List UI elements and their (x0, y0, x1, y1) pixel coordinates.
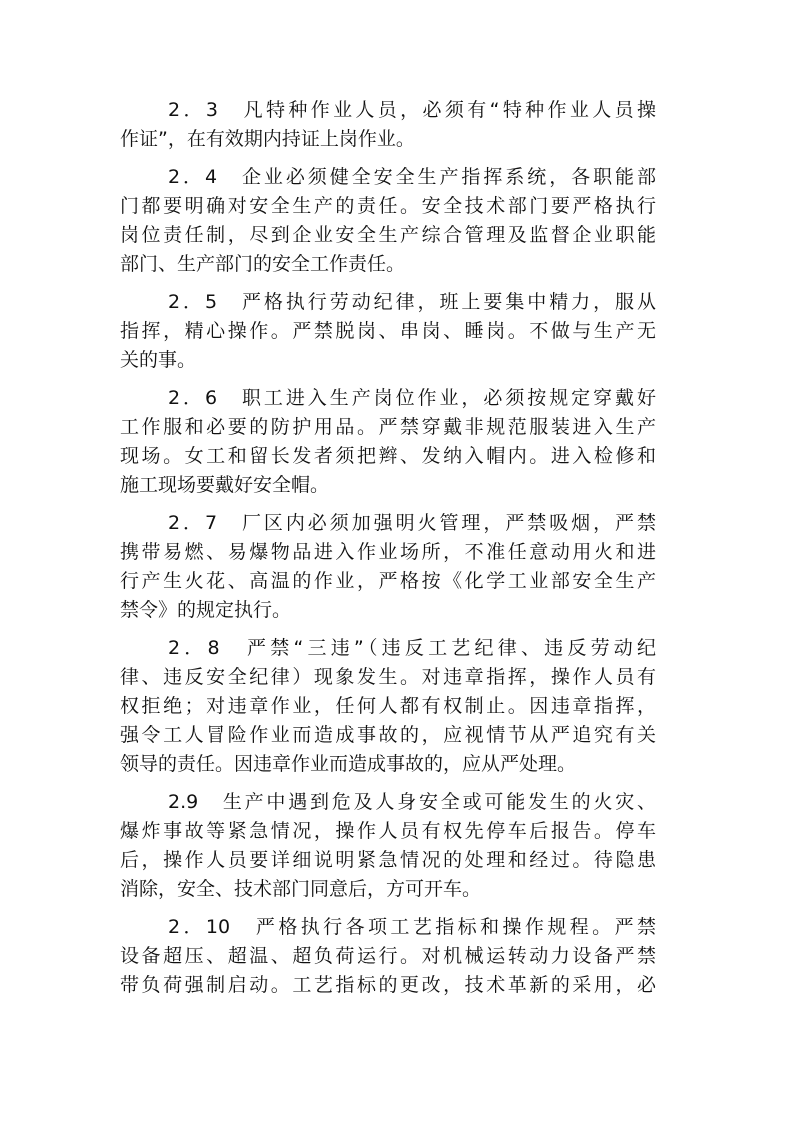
text-line: 领导的责任。因违章作业而造成事故的，应从严处理。 (120, 753, 577, 775)
text-line: 指挥，精心操作。严禁脱岗、串岗、睡岗。不做与生产无 (120, 320, 656, 342)
document-page (120, 96, 656, 1009)
text-line: 禁令》的规定执行。 (120, 599, 292, 621)
paragraph (120, 913, 656, 1000)
text-line: 后，操作人员要详细说明紧急情况的处理和经过。待隐患 (120, 849, 656, 871)
paragraph (120, 96, 656, 154)
text-line: 消除，安全、技术部门同意后，方可开车。 (120, 878, 482, 900)
paragraph (120, 788, 656, 904)
text-line: 岗位责任制，尽到企业安全生产综合管理及监督企业职能 (120, 224, 656, 246)
text-line: 门都要明确对安全生产的责任。安全技术部门要严格执行 (120, 195, 656, 217)
text-line: 2．8 严禁“三违”（违反工艺纪律、违反劳动纪 (168, 637, 656, 659)
text-line: 部门、生产部门的安全工作责任。 (120, 253, 406, 275)
text-line: 带负荷强制启动。工艺指标的更改，技术革新的采用，必 (120, 974, 656, 996)
paragraph (120, 163, 656, 279)
paragraph (120, 288, 656, 375)
text-line: 现场。女工和留长发者须把辫、发纳入帽内。进入检修和 (120, 445, 656, 467)
paragraph (120, 509, 656, 625)
text-line: 强令工人冒险作业而造成事故的，应视情节从严追究有关 (120, 724, 656, 746)
text-line: 携带易燃、易爆物品进入作业场所，不准任意动用火和进 (120, 541, 656, 563)
text-line: 2．10 严格执行各项工艺指标和操作规程。严禁 (168, 916, 656, 938)
text-line: 作证”，在有效期内持证上岗作业。 (120, 128, 415, 150)
text-line: 工作服和必要的防护用品。严禁穿戴非规范服装进入生产 (120, 416, 656, 438)
text-line: 2．3 凡特种作业人员，必须有“特种作业人员操 (168, 99, 656, 121)
paragraph (120, 384, 656, 500)
paragraph (120, 634, 656, 779)
text-line: 权拒绝；对违章作业，任何人都有权制止。因违章指挥， (120, 695, 656, 717)
text-line: 2．5 严格执行劳动纪律，班上要集中精力，服从 (168, 291, 656, 313)
text-line: 施工现场要戴好安全帽。 (120, 474, 330, 496)
text-line: 2．7 厂区内必须加强明火管理，严禁吸烟，严禁 (168, 512, 656, 534)
text-line: 律、违反安全纪律）现象发生。对违章指挥，操作人员有 (120, 666, 656, 688)
text-line: 2.9 生产中遇到危及人身安全或可能发生的火灾、 (168, 791, 656, 813)
text-line: 2．6 职工进入生产岗位作业，必须按规定穿戴好 (168, 387, 656, 409)
text-line: 关的事。 (120, 349, 197, 371)
text-line: 爆炸事故等紧急情况，操作人员有权先停车后报告。停车 (120, 820, 656, 842)
text-line: 行产生火花、高温的作业，严格按《化学工业部安全生产 (120, 570, 656, 592)
text-line: 设备超压、超温、超负荷运行。对机械运转动力设备严禁 (120, 945, 656, 967)
text-line: 2．4 企业必须健全安全生产指挥系统，各职能部 (168, 166, 656, 188)
